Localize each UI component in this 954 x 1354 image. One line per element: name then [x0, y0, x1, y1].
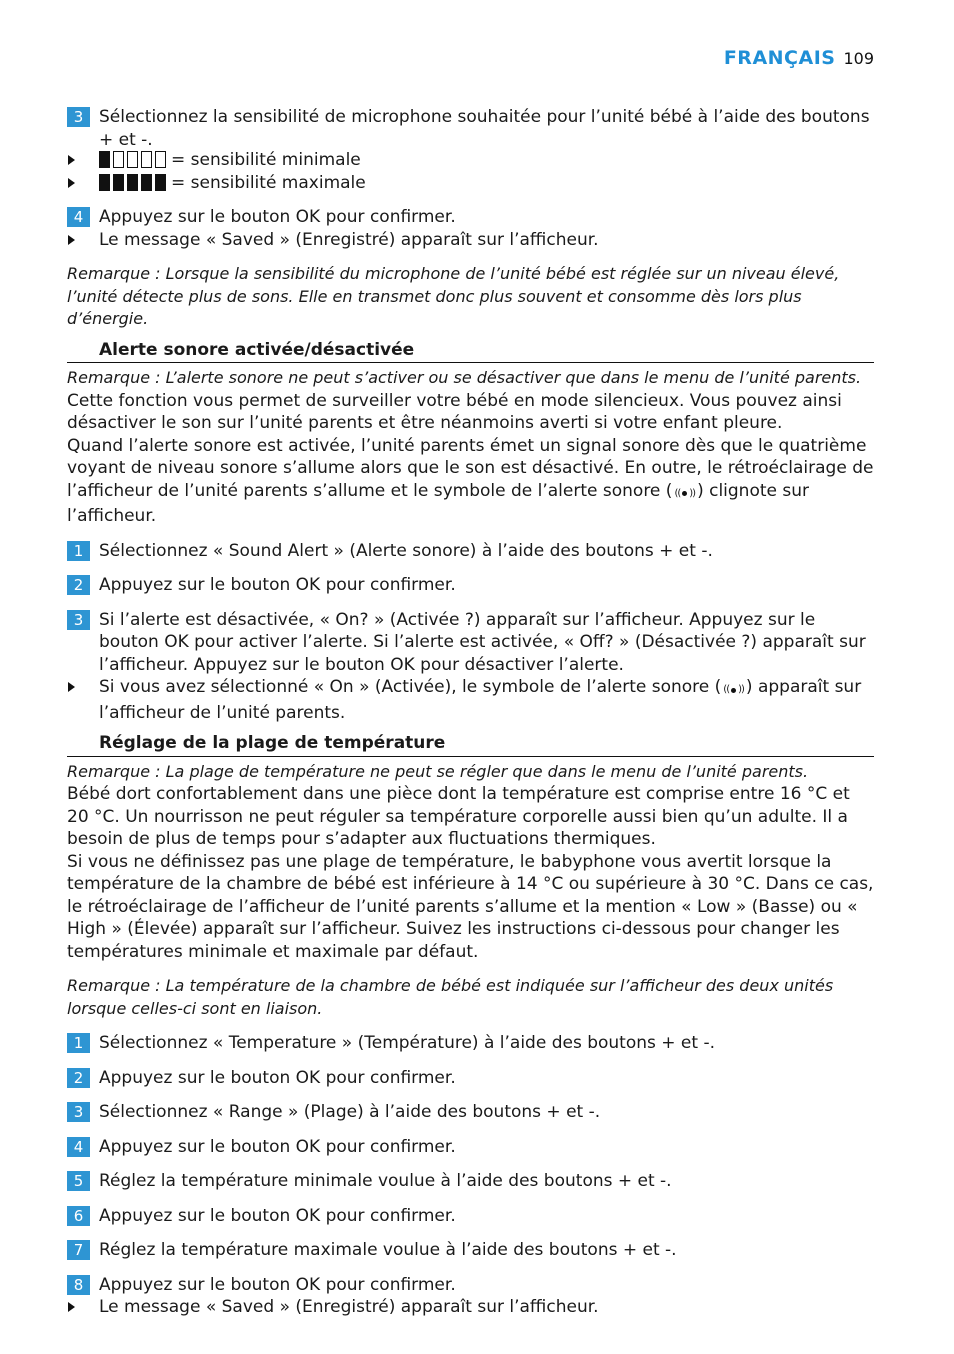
- bullet-saved-message: [67, 1296, 874, 1319]
- step-text: Réglez la température minimale voulue à l’aide des boutons + et -.: [99, 1171, 672, 1191]
- sound-alert-step-1: [67, 540, 874, 563]
- bullet-text: Le message « Saved » (Enregistré) apparaît sur l’afficheur.: [99, 1297, 599, 1317]
- step-text: Appuyez sur le bouton OK pour confirmer.: [99, 1067, 456, 1088]
- note-mic-sensitivity: Remarque : Lorsque la sensibilité du microphone de l’unité bébé est réglée sur un niveau élevé, l’unité détecte plus de sons. Elle en transmet donc plus souvent et consomme dès lors plus d’énergie.: [67, 264, 840, 328]
- bullet-text: Le message « Saved » (Enregistré) apparaît sur l’afficheur.: [99, 229, 599, 250]
- bullet-arrow-icon: [67, 172, 99, 194]
- step-number: 4: [67, 207, 90, 227]
- paragraph: Si vous ne définissez pas une plage de température, le babyphone vous avertit lorsque la température de la chambre de bébé est inférieure à 14 °C ou supérieure à 30 °C. Dans ce cas, le rétroéclairage de l’afficheur de l’unité parents s’allume et la mention « Low » (Basse) ou « High » (Élevée) apparaît sur l’afficheur. Suivez les instructions ci-dessous pour changer les températures minimale et maximale par défaut.: [67, 851, 874, 962]
- section-heading-sound-alert: Alerte sonore activée/désactivée: [67, 339, 874, 364]
- bullet-arrow-icon: [67, 229, 99, 251]
- sensitivity-meter-min-icon: [99, 151, 166, 168]
- step-number: 1: [67, 1033, 90, 1053]
- step-text: Sélectionnez la sensibilité de microphone souhaitée pour l’unité bébé à l’aide des boutons + et -.: [99, 107, 870, 150]
- bullet-sound-alert-on: [67, 676, 874, 724]
- paragraph: Cette fonction vous permet de surveiller votre bébé en mode silencieux. Vous pouvez ainsi désactiver le son sur l’unité parents et être néanmoins averti si votre enfant pleure.: [67, 390, 842, 433]
- step-text: Appuyez sur le bouton OK pour confirmer.: [99, 207, 456, 227]
- temperature-step-4: [67, 1136, 874, 1159]
- note-sound-alert: Remarque : L’alerte sonore ne peut s’activer ou se désactiver que dans le menu de l’unité parents.: [67, 368, 862, 387]
- step-3-mic-sensitivity: [67, 106, 874, 151]
- language-label: FRANÇAIS: [723, 47, 836, 69]
- page-content: [67, 106, 874, 1319]
- step-text: Appuyez sur le bouton OK pour confirmer.: [99, 1136, 456, 1157]
- bullet-arrow-icon: [67, 676, 99, 698]
- step-number: 6: [67, 1206, 90, 1226]
- temperature-step-7: [67, 1239, 874, 1262]
- bullet-text: ) apparaît sur l’afficheur de l’unité parents.: [99, 677, 862, 723]
- temperature-step-5: [67, 1170, 874, 1193]
- step-number: 3: [67, 1102, 90, 1122]
- step-number: 5: [67, 1171, 90, 1191]
- temperature-step-8: [67, 1274, 874, 1297]
- bullet-text: = sensibilité minimale: [171, 150, 361, 170]
- bullet-arrow-icon: [67, 1296, 99, 1318]
- step-number: 3: [67, 107, 90, 127]
- bullet-arrow-icon: [67, 149, 99, 171]
- sound-alert-step-2: [67, 574, 874, 597]
- step-text: Appuyez sur le bouton OK pour confirmer.: [99, 575, 456, 595]
- step-number: 8: [67, 1275, 90, 1295]
- paragraph-text: Quand l’alerte sonore est activée, l’unité parents émet un signal sonore dès que le quatrième voyant de niveau sonore s’allume alors que le son est désactivé. En outre, le rétroéclairage de l’afficheur de l’unité parents s’allume et le symbole de l’alerte sonore (: [67, 435, 874, 501]
- bullet-saved-message: [67, 229, 874, 252]
- sound-alert-icon: (( )): [723, 684, 744, 695]
- bullet-text: Si vous avez sélectionné « On » (Activée), le symbole de l’alerte sonore (: [99, 677, 722, 697]
- step-4-confirm: [67, 206, 874, 229]
- step-number: 1: [67, 541, 90, 561]
- step-text: Sélectionnez « Range » (Plage) à l’aide des boutons + et -.: [99, 1102, 601, 1122]
- step-number: 2: [67, 1068, 90, 1088]
- step-text: Sélectionnez « Temperature » (Température) à l’aide des boutons + et -.: [99, 1033, 715, 1053]
- page-number: 109: [843, 49, 874, 68]
- section-heading-temperature: Réglage de la plage de température: [67, 732, 874, 757]
- bullet-max-sensitivity: [67, 172, 874, 195]
- temperature-step-3: [67, 1101, 874, 1124]
- step-text: Si l’alerte est désactivée, « On? » (Activée ?) apparaît sur l’afficheur. Appuyez sur le bouton OK pour activer l’alerte. Si l’alerte est activée, « Off? » (Désactivée ?) apparaît sur l’afficheur. Appuyez sur le bouton OK pour désactiver l’alerte.: [99, 609, 866, 675]
- step-text: Réglez la température maximale voulue à l’aide des boutons + et -.: [99, 1240, 677, 1260]
- sound-alert-step-3: [67, 609, 874, 677]
- step-text: Sélectionnez « Sound Alert » (Alerte sonore) à l’aide des boutons + et -.: [99, 540, 713, 561]
- step-number: 4: [67, 1137, 90, 1157]
- step-text: Appuyez sur le bouton OK pour confirmer.: [99, 1205, 456, 1226]
- page-header: [724, 47, 874, 69]
- note-temperature-menu: Remarque : La plage de température ne peut se régler que dans le menu de l’unité parents.: [67, 761, 809, 781]
- step-number: 7: [67, 1240, 90, 1260]
- paragraph: [67, 435, 874, 528]
- temperature-step-1: [67, 1032, 874, 1055]
- step-number: 2: [67, 575, 90, 595]
- step-number: 3: [67, 610, 90, 630]
- bullet-text: = sensibilité maximale: [171, 172, 366, 193]
- temperature-step-6: [67, 1205, 874, 1228]
- paragraph: Bébé dort confortablement dans une pièce dont la température est comprise entre 16 °C et 20 °C. Un nourrisson ne peut réguler sa température corporelle aussi bien qu’un adulte. Il a besoin de plus de temps pour s’adapter aux fluctuations thermiques.: [67, 784, 850, 849]
- paragraph-text: ) clignote sur l’afficheur.: [67, 480, 810, 526]
- sensitivity-meter-max-icon: [99, 174, 166, 191]
- note-temperature-display: Remarque : La température de la chambre de bébé est indiquée sur l’afficheur des deux unités lorsque celles-ci sont en liaison.: [67, 976, 834, 1018]
- temperature-step-2: [67, 1067, 874, 1090]
- step-text: Appuyez sur le bouton OK pour confirmer.: [99, 1274, 456, 1295]
- sound-alert-icon: (( )): [674, 487, 696, 499]
- bullet-min-sensitivity: [67, 149, 874, 172]
